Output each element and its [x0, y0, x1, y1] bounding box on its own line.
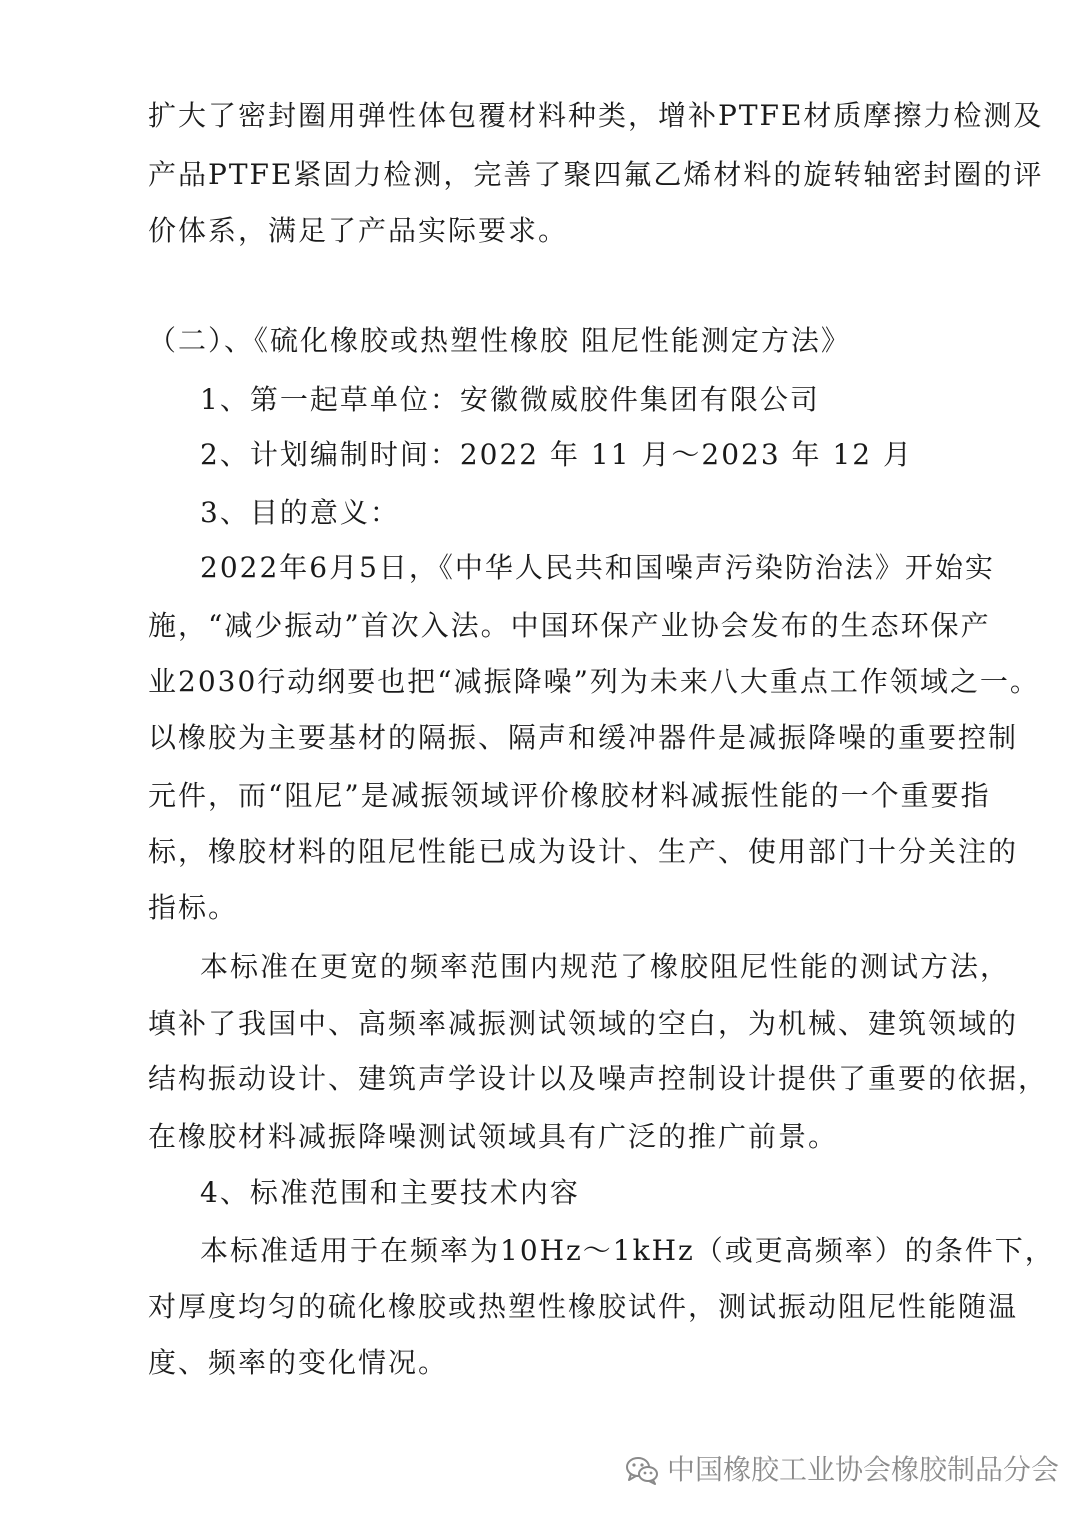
paragraph-line: 施，“减少振动”首次入法。中国环保产业协会发布的生态环保产 [148, 609, 991, 642]
paragraph-line: 扩大了密封圈用弹性体包覆材料种类，增补PTFE材质摩擦力检测及 [148, 99, 1044, 132]
paragraph-line: 标，橡胶材料的阻尼性能已成为设计、生产、使用部门十分关注的 [148, 835, 1019, 868]
item-purpose: 3、目的意义： [200, 496, 400, 529]
section-heading: （二）、《硫化橡胶或热塑性橡胶 阻尼性能测定方法》 [148, 324, 851, 357]
paragraph-line: 价体系，满足了产品实际要求。 [148, 214, 569, 247]
paragraph-line: 2022年6月5日，《中华人民共和国噪声污染防治法》开始实 [200, 551, 995, 584]
wechat-watermark [625, 1450, 1059, 1490]
paragraph-line: 以橡胶为主要基材的隔振、隔声和缓冲器件是减振降噪的重要控制 [148, 721, 1019, 754]
paragraph-line: 元件，而“阻尼”是减振领域评价橡胶材料减振性能的一个重要指 [148, 779, 991, 812]
paragraph-line: 对厚度均匀的硫化橡胶或热塑性橡胶试件，测试振动阻尼性能随温 [148, 1290, 1019, 1323]
item-scope: 4、标准范围和主要技术内容 [200, 1176, 580, 1209]
paragraph-line: 指标。 [148, 891, 239, 924]
paragraph-line: 结构振动设计、建筑声学设计以及噪声控制设计提供了重要的依据， [148, 1062, 1049, 1095]
paragraph-line: 本标准适用于在频率为10Hz～1kHz（或更高频率）的条件下， [200, 1234, 1055, 1267]
wechat-icon [625, 1455, 659, 1485]
paragraph-line: 产品PTFE紧固力检测，完善了聚四氟乙烯材料的旋转轴密封圈的评 [148, 158, 1044, 191]
paragraph-line: 填补了我国中、高频率减振测试领域的空白，为机械、建筑领域的 [148, 1007, 1019, 1040]
paragraph-line: 业2030行动纲要也把“减振降噪”列为未来八大重点工作领域之一。 [148, 665, 1040, 698]
watermark-text: 中国橡胶工业协会橡胶制品分会 [667, 1453, 1060, 1486]
paragraph-line: 在橡胶材料减振降噪测试领域具有广泛的推广前景。 [148, 1120, 839, 1153]
paragraph-line: 本标准在更宽的频率范围内规范了橡胶阻尼性能的测试方法， [200, 950, 1011, 983]
item-schedule: 2、计划编制时间：2022 年 11 月～2023 年 12 月 [200, 438, 913, 471]
paragraph-line: 度、频率的变化情况。 [148, 1346, 449, 1379]
item-first-drafting-unit: 1、第一起草单位：安徽微威胶件集团有限公司 [200, 383, 820, 416]
